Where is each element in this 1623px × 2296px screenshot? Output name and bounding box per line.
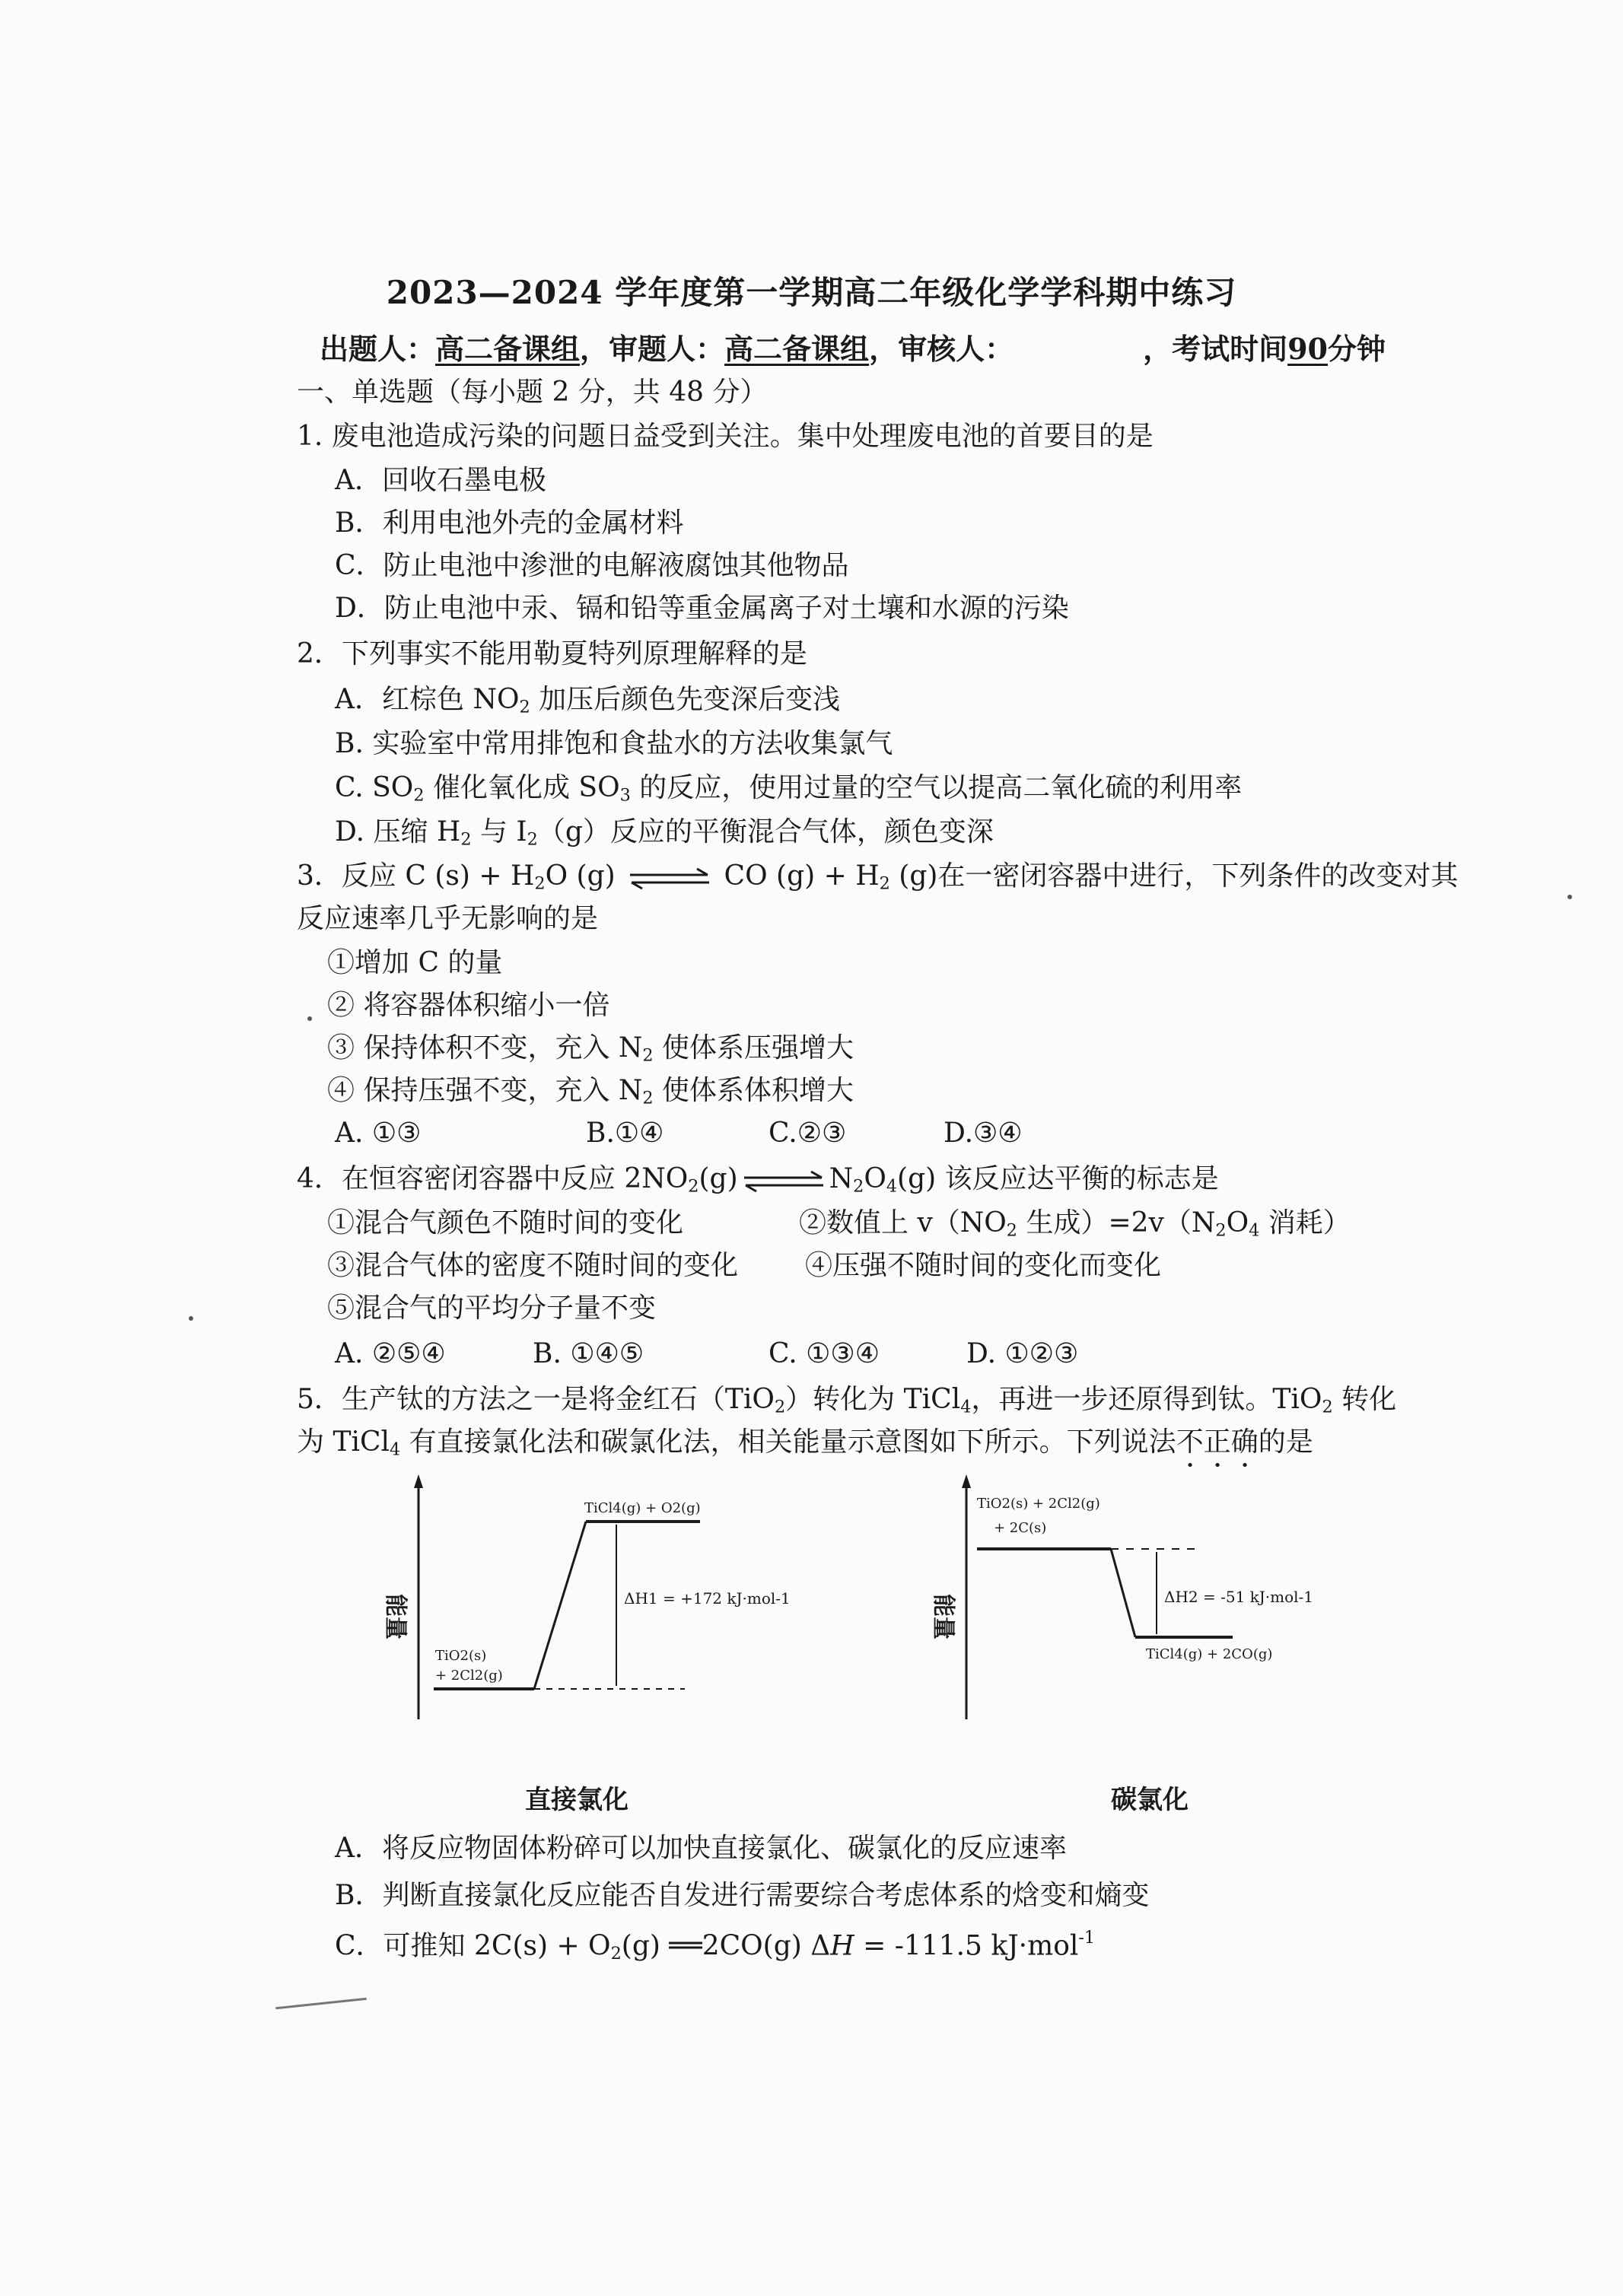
energy-diagram-direct-chlorination [365,1468,791,1757]
q5-s2-t3: 的是 [1258,1426,1313,1458]
q5-s1-s3: 2 [1322,1397,1333,1417]
delta-h1-label: ΔH1 = +172 kJ·mol-1 [624,1589,791,1608]
reactant-label-1: TiO2(s) + 2Cl2(g) [977,1496,1100,1512]
q4-option-c: C. ①③④ [769,1338,880,1369]
energy-diagram-carbochlorination [913,1468,1339,1757]
q4-stem-s1: 2 [688,1176,699,1197]
q4-stem-s2: 2 [853,1176,864,1197]
q4-stem-t5: (g) 该反应达平衡的标志是 [897,1163,1219,1194]
q2-c-s2: 3 [619,785,631,806]
q5-s2-s1: 4 [390,1439,401,1460]
q2-c-s1: 2 [413,785,425,806]
q1-stem: 1. 废电池造成污染的问题日益受到关注。集中处理废电池的首要目的是 [297,421,1154,452]
q3-i4-s: 2 [642,1088,654,1108]
q4-item-5: ⑤混合气的平均分子量不变 [327,1293,657,1324]
q4-i2-t4: 消耗） [1259,1207,1351,1239]
q1-option-a: A．回收石墨电极 [335,465,546,496]
diagram1-caption: 直接氯化 [525,1785,629,1815]
q2-option-d [335,816,994,850]
q3-i3-s: 2 [642,1045,654,1066]
q2-c-t3: 的反应，使用过量的空气以提高二氧化硫的利用率 [630,772,1243,803]
delta-h2-label: ΔH2 = -51 kJ·mol-1 [1164,1588,1314,1606]
q4-option-d: D. ①②③ [966,1338,1079,1369]
q4-stem-t2: (g) [699,1163,738,1194]
q4-item-3: ③混合气体的密度不随时间的变化 [327,1250,739,1281]
q2-a-sub: 2 [519,697,530,717]
q4-stem [297,1162,1219,1197]
q3-stem-t1: 3．反应 C (s) + H [297,860,535,892]
q2-a-text-2: 加压后颜色先变深后变浅 [530,684,841,715]
q4-stem-t3: N [829,1163,854,1194]
q5-emphasis: 不正确 [1176,1426,1259,1458]
q2-option-c [335,771,1242,806]
q4-item-2 [799,1207,1351,1241]
q3-i4-t2: 使体系体积增大 [653,1075,854,1106]
y-axis-arrow-icon [962,1474,971,1488]
product-label: TiCl4(g) + O2(g) [584,1500,701,1516]
q1-option-d: D．防止电池中汞、镉和铅等重金属离子对土壤和水源的污染 [335,593,1069,624]
q2-c-t2: 催化氧化成 SO [424,772,620,803]
q2-d-t1: D. 压缩 H [335,816,461,847]
q1-option-c: C．防止电池中渗泄的电解液腐蚀其他物品 [335,550,849,581]
q5-c-t1: C．可推知 2C(s) + O [335,1930,611,1962]
q5-c-s1: 2 [610,1944,622,1964]
q5-s1-t1: 5．生产钛的方法之一是将金红石（TiO [297,1384,775,1415]
q4-option-b: B. ①④⑤ [533,1338,644,1369]
q4-option-a: A. ②⑤④ [335,1338,446,1369]
q5-option-b: B．判断直接氯化反应能否自发进行需要综合考虑体系的焓变和熵变 [335,1880,1150,1911]
setter-name: 高二备课组 [435,332,581,366]
reactant-label-2: + 2Cl2(g) [435,1668,503,1684]
q5-s2-t2: 有直接氯化法和碳氯化法，相关能量示意图如下所示。下列说法 [400,1426,1176,1458]
q5-option-a: A．将反应物固体粉碎可以加快直接氯化、碳氯化的反应速率 [335,1833,1067,1864]
reactant-label-1: TiO2(s) [435,1648,487,1664]
q2-a-text-1: A．红棕色 NO [335,684,520,715]
reaction-path-down [1111,1549,1135,1637]
exam-time-unit: 分钟 [1327,332,1386,366]
q5-s1-t3: ，再进一步还原得到钛。TiO [971,1384,1322,1415]
q5-c-t2: (g) ══2CO(g) Δ [621,1930,831,1962]
q4-i2-s1: 2 [1006,1220,1017,1241]
q2-d-t2: 与 I [471,816,527,847]
q4-i2-s2: 2 [1215,1220,1227,1241]
scan-mark [275,1998,367,2010]
q5-s1-s1: 2 [774,1397,786,1417]
q5-s2-t1: 为 TiCl [297,1426,390,1458]
exam-time-label: ，考试时间 [1143,332,1288,366]
q3-i3-t1: ③ 保持体积不变，充入 N [327,1032,643,1064]
q2-d-s2: 2 [527,829,538,850]
q4-i2-s3: 4 [1249,1220,1260,1241]
q5-option-c [335,1928,1095,1964]
q5-stem-line1 [297,1383,1396,1417]
section-heading: 一、单选题（每小题 2 分，共 48 分） [297,377,768,408]
y-axis-label: 能量 [382,1594,409,1639]
q4-i2-t1: ②数值上 v（NO [799,1207,1007,1239]
q2-option-b: B. 实验室中常用排饱和食盐水的方法收集氯气 [335,728,893,759]
q3-stem-t3: CO (g) + H [715,860,880,892]
q3-stem-t2: O (g) [545,860,625,892]
q4-stem-s3: 4 [886,1176,898,1197]
diagram2-caption: 碳氯化 [1111,1785,1189,1815]
q5-s1-t4: 转化 [1332,1384,1397,1415]
q1-option-b: B．利用电池外壳的金属材料 [335,507,684,539]
q3-item-2: ② 将容器体积缩小一倍 [327,990,610,1021]
checker-label: ，审核人： [869,332,1014,366]
scan-speck [1567,895,1572,899]
reaction-path-up [534,1522,586,1689]
q3-option-a: A. ①③ [335,1118,422,1149]
q3-item-4 [327,1074,854,1108]
exam-title: 2023—2024 学年度第一学期高二年级化学学科期中练习 [386,274,1237,311]
y-axis-label: 能量 [930,1594,956,1639]
equilibrium-arrow-icon [624,864,715,892]
exam-time-value: 90 [1287,332,1328,366]
q3-option-b: B.①④ [586,1118,664,1149]
product-label: TiCl4(g) + 2CO(g) [1146,1646,1273,1662]
q3-item-1: ①增加 C 的量 [327,947,503,978]
q5-stem-line2 [297,1426,1313,1474]
q4-i2-t3: O [1226,1207,1249,1239]
q2-d-t3: （g）反应的平衡混合气体，颜色变深 [537,816,994,847]
q4-stem-t4: O [864,1163,886,1194]
q5-c-h: H [830,1930,854,1962]
q5-s1-t2: ）转化为 TiCl [785,1384,961,1415]
reactant-label-2: + 2C(s) [994,1520,1047,1536]
q5-c-t3: = -111.5 kJ·mol [854,1930,1079,1962]
y-axis-arrow-icon [414,1474,423,1488]
q4-item-4: ④压强不随时间的变化而变化 [805,1250,1162,1281]
q3-stem-t4: (g)在一密闭容器中进行，下列条件的改变对其 [889,860,1459,892]
q5-c-sup: -1 [1078,1928,1096,1948]
reviewer-label: ，审题人： [580,332,725,366]
q3-option-d: D.③④ [944,1118,1023,1149]
scan-speck [307,1016,312,1021]
reviewer-name: 高二备课组 [724,332,870,366]
q2-c-t1: C. SO [335,772,414,803]
q2-d-s1: 2 [460,829,472,850]
q3-i3-t2: 使体系压强增大 [653,1032,854,1064]
q2-option-a [335,683,840,717]
q5-s1-s2: 4 [960,1397,972,1417]
q3-i4-t1: ④ 保持压强不变，充入 N [327,1075,643,1106]
exam-meta [320,326,1386,367]
setter-label: 出题人： [320,332,436,366]
q3-stem-line2: 反应速率几乎无影响的是 [297,903,599,934]
q3-item-3 [327,1032,854,1066]
scan-speck [189,1316,193,1321]
equilibrium-arrow-icon [738,1167,829,1194]
q3-stem [297,860,1458,894]
q2-stem: 2．下列事实不能用勒夏特列原理解释的是 [297,638,807,669]
q3-stem-s1: 2 [534,873,546,894]
q4-item-1: ①混合气颜色不随时间的变化 [327,1207,684,1239]
q4-i2-t2: 生成）=2v（N [1017,1207,1216,1239]
q3-stem-s2: 2 [879,873,890,894]
q4-stem-t1: 4．在恒容密闭容器中反应 2NO [297,1163,689,1194]
q3-option-c: C.②③ [769,1118,847,1149]
